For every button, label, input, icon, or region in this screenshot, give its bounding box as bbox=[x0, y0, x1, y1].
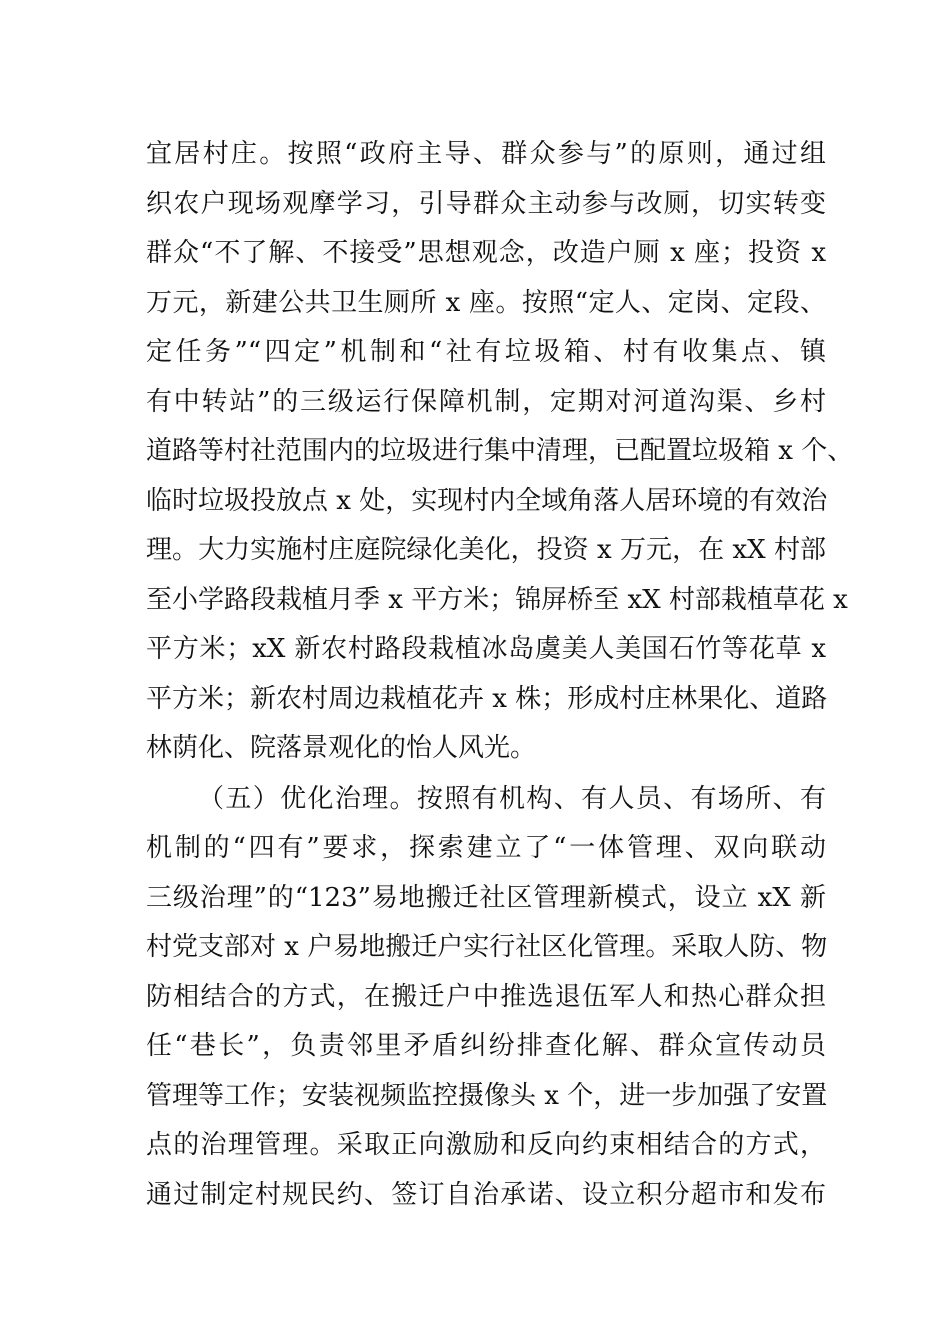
paragraph-1-line-9: 理。大力实施村庄庭院绿化美化，投资 x 万元，在 xX 村部 bbox=[146, 535, 826, 565]
paragraph-1-line-7: 道路等村社范围内的垃圾进行集中清理，已配置垃圾箱 x 个、 bbox=[146, 436, 854, 466]
paragraph-2-line-4: 村党支部对 x 户易地搬迁户实行社区化管理。采取人防、物 bbox=[146, 932, 828, 962]
paragraph-1-line-5: 定任务”“四定”机制和“社有垃圾箱、村有收集点、镇 bbox=[146, 337, 826, 367]
paragraph-1-line-13: 林荫化、院落景观化的怡人风光。 bbox=[146, 733, 537, 763]
paragraph-2-line-8: 点的治理管理。采取正向激励和反向约束相结合的方式， bbox=[146, 1130, 826, 1160]
paragraph-2-line-2: 机制的“四有”要求，探索建立了“一体管理、双向联动 bbox=[146, 833, 826, 863]
paragraph-2-line-9: 通过制定村规民约、签订自治承诺、设立积分超市和发布 bbox=[146, 1180, 826, 1210]
paragraph-1-line-12: 平方米；新农村周边栽植花卉 x 株；形成村庄林果化、道路 bbox=[146, 684, 828, 714]
paragraph-1-line-4: 万元，新建公共卫生厕所 x 座。按照“定人、定岗、定段、 bbox=[146, 288, 826, 318]
paragraph-1-line-10: 至小学路段栽植月季 x 平方米；锦屏桥至 xX 村部栽植草花 x bbox=[146, 585, 848, 615]
paragraph-2-line-3: 三级治理”的“123”易地搬迁社区管理新模式，设立 xX 新 bbox=[146, 883, 826, 913]
paragraph-1-line-2: 织农户现场观摩学习，引导群众主动参与改厕，切实转变 bbox=[146, 189, 826, 219]
paragraph-1-line-11: 平方米；xX 新农村路段栽植冰岛虞美人美国石竹等花草 x bbox=[146, 634, 826, 664]
paragraph-2-line-7: 管理等工作；安装视频监控摄像头 x 个，进一步加强了安置 bbox=[146, 1081, 828, 1111]
paragraph-1-line-8: 临时垃圾投放点 x 处，实现村内全域角落人居环境的有效治 bbox=[146, 486, 828, 516]
paragraph-2-line-5: 防相结合的方式，在搬迁户中推选退伍军人和热心群众担 bbox=[146, 982, 826, 1012]
paragraph-2-line-6: 任“巷长”，负责邻里矛盾纠纷排查化解、群众宣传动员 bbox=[146, 1031, 826, 1061]
paragraph-1-line-3: 群众“不了解、不接受”思想观念，改造户厕 x 座；投资 x bbox=[146, 238, 826, 268]
paragraph-2-line-1: （五）优化治理。按照有机构、有人员、有场所、有 bbox=[198, 784, 826, 814]
paragraph-1-line-1: 宜居村庄。按照“政府主导、群众参与”的原则，通过组 bbox=[146, 139, 826, 169]
paragraph-1-line-6: 有中转站”的三级运行保障机制，定期对河道沟渠、乡村 bbox=[146, 387, 826, 417]
